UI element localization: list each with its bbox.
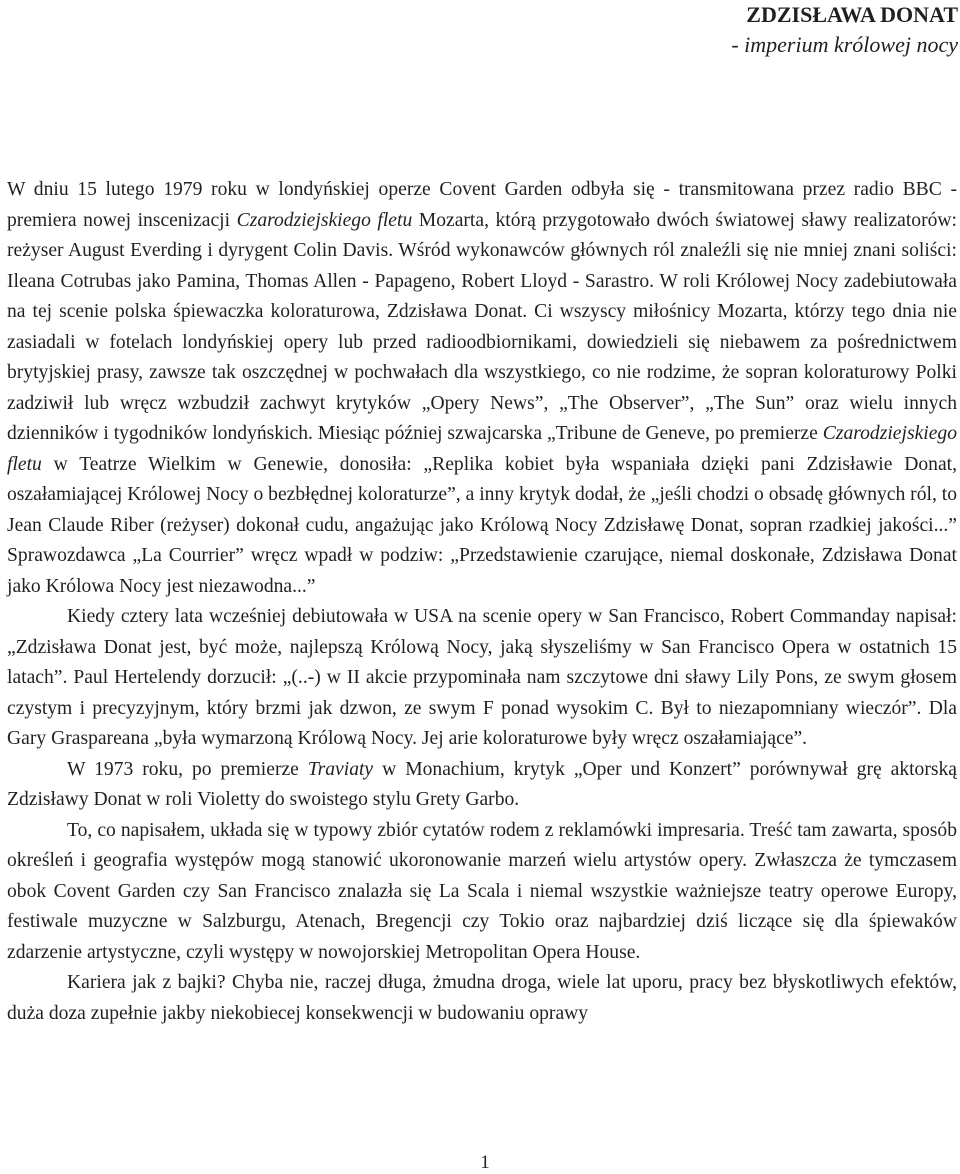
article-title: ZDZISŁAWA DONAT xyxy=(746,2,958,27)
page-header xyxy=(731,0,958,60)
paragraph-3-title-ref: Traviaty xyxy=(307,758,374,780)
paragraph-4: To, co napisałem, układa się w typowy zbiór cytatów rodem z reklamówki impresaria. Treść tam zawarta, sposób określeń i geografia występów mogą stanowić ukoronowanie marzeń wielu artystów opery. Zwłaszcza że tymczasem obok Covent Garden czy San Francisco znalazła się La Scala i niemal wszystkie ważniejsze teatry operowe Europy, festiwale muzyczne w Salzburgu, Atenach, Bregencji czy Tokio oraz najbardziej dziś liczące się dla śpiewaków zdarzenie artystyczne, czyli występy w nowojorskiej Metropolitan Opera House. xyxy=(7,819,957,963)
paragraph-5: Kariera jak z bajki? Chyba nie, raczej długa, żmudna droga, wiele lat uporu, pracy bez błyskotliwych efektów, duża doza zupełnie jakby niekobiecej konsekwencji w budowaniu oprawy xyxy=(7,972,957,1024)
paragraph-1-text-a: W dniu 15 lutego 1979 roku w londyńskiej operze Covent Garden odbyła się - transmitowana przez radio BBC - premiera nowej inscenizacji xyxy=(7,179,957,231)
paragraph-2: Kiedy cztery lata wcześniej debiutowała w USA na scenie opery w San Francisco, Robert Commanday napisał: „Zdzisława Donat jest, być może, najlepszą Królową Nocy, jaką słyszeliśmy w San Francisco Opera w ostatnich 15 latach”. Paul Hertelendy dorzucił: „(..-) w II akcie przypominała nam szczytowe dni sławy Lily Pons, ze swym głosem czystym i precyzyjnym, który brzmi jak dzwon, ze swym F ponad wysokim C. Był to niezapomniany wieczór”. Dla Gary Graspareana „była wymarzoną Królową Nocy. Jej arie koloraturowe były wręcz oszałamiające”. xyxy=(7,606,957,749)
paragraph-1-title-ref-1: Czarodziejskiego fletu xyxy=(236,209,413,231)
paragraph-1-text-e: w Teatrze Wielkim w Genewie, donosiła: „Replika kobiet była wspaniała dzięki pani Zdzisławie Donat, oszałamiającej Królowej Nocy o bezbłędnej koloraturze”, a inny krytyk dodał, że „jeśli chodzi o obsadę głównych ról, to Jean Claude Riber (reżyser) dokonał cudu, angażując jako Królową Nocy Zdzisławę Donat, sopran rzadkiej jakości...” Sprawozdawca „La Courrier” wręcz wpadł w podziw: „Przedstawienie czarujące, niemal doskonałe, Zdzisława Donat jako Królowa Nocy jest niezawodna...” xyxy=(7,453,957,597)
paragraph-3-text-a: W 1973 roku, po premierze xyxy=(67,758,308,780)
article-subtitle: - imperium królowej nocy xyxy=(731,32,958,57)
paragraph-3 xyxy=(7,755,957,816)
paragraph-1-text-c: Mozarta, którą przygotowało dwóch światowej sławy realizatorów: reżyser August Everding i dyrygent Colin Davis. Wśród wykonawców głównych ról znaleźli się nie mniej znani soliści: Ileana Cotrubas jako Pamina, Thomas Allen - Papageno, Robert Lloyd - Sarastro. W roli Królowej Nocy zadebiutowała na tej scenie polska śpiewaczka koloraturowa, Zdzisława Donat. Ci wszyscy miłośnicy Mozarta, którzy tego dnia nie zasiadali w fotelach londyńskiej opery lub przed radioodbiornikami, dowiedzieli się niebawem za pośrednictwem brytyjskiej prasy, zawsze tak oszczędnej w pochwałach dla wszystkiego, co nie rodzime, że sopran koloraturowy Polki zadziwił lub wręcz wzbudził zachwyt krytyków „Opery News”, „The Observer”, „The Sun” oraz wielu innych dzienników i tygodników londyńskich. Miesiąc później szwajcarska „Tribune de Geneve, po premierze xyxy=(7,209,957,444)
paragraph-1 xyxy=(7,175,957,602)
page-number: 1 xyxy=(480,1152,490,1173)
article-body xyxy=(7,175,957,1029)
paragraph-3-text-c: w Monachium, krytyk „Oper und Konzert” porównywał grę aktorską Zdzisławy Donat w roli Violetty do swoistego stylu Grety Garbo. xyxy=(7,758,957,810)
paragraph-1-title-ref-2: Czarodziejskiego fletu xyxy=(7,423,957,475)
